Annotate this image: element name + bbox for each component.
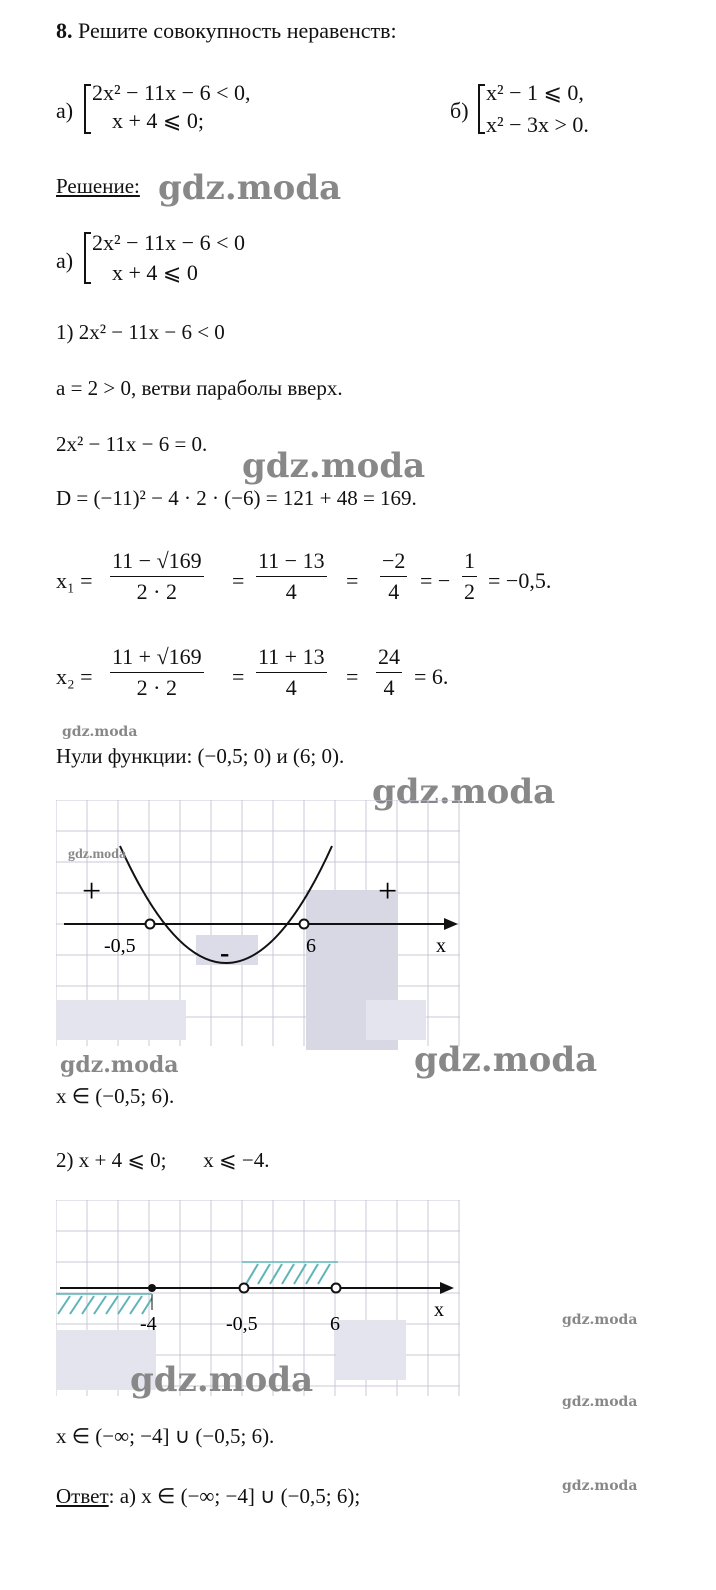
task-a-line1: 2x² − 11x − 6 < 0, [92,80,251,105]
tick-label: 6 [330,1313,340,1335]
interval-result-1: x ∈ (−0,5; 6). [56,1084,175,1108]
watermark-small: gdz.moda [68,847,126,862]
x2-fraction-2 [256,644,327,701]
tick-label-left: -0,5 [104,935,136,957]
axis-label-x: x [434,1299,444,1321]
tick-label: -4 [140,1313,157,1335]
problem-title: Решите совокупность неравенств: [78,18,397,43]
equals-minus: = − [420,568,451,593]
x1-fraction-2-denominator: 4 [285,579,297,604]
watermark: gdz.moda [372,772,556,812]
x2-fraction-1-denominator: 2 · 2 [136,675,177,700]
x2-fraction-2-denominator: 4 [285,675,297,700]
watermark: gdz.moda [130,1360,314,1400]
x2-fraction-1-numerator: 11 + √169 [110,644,204,673]
shaded-region [366,1000,426,1040]
equals-sign: = [232,664,245,689]
open-point [332,1284,341,1293]
watermark-small: gdz.moda [562,1312,638,1328]
branches-text: a = 2 > 0, ветви параболы вверх. [56,376,343,400]
axis-arrow [444,918,458,930]
x2-fraction-3-denominator: 4 [383,675,395,700]
x1-fraction-3-numerator: −2 [380,548,407,577]
task-a-label: а) [56,98,74,123]
x1-fraction-1 [110,548,204,605]
equals-sign: = [232,568,245,593]
x2-fraction-2-numerator: 11 + 13 [256,644,327,673]
zero-point-left [146,920,155,929]
x1-result: = −0,5. [488,568,552,593]
x2-result: = 6. [414,664,449,689]
problem-number: 8. [56,18,73,43]
task-b-line2: x² − 3x > 0. [486,112,589,137]
x1-fraction-4-numerator: 1 [462,548,477,577]
tick-label-right: 6 [306,935,316,957]
hatch-right [246,1264,330,1284]
minus-sign: - [220,938,230,969]
x1-fraction-1-numerator: 11 − √169 [110,548,204,577]
task-a-line2: x + 4 ⩽ 0; [112,108,204,133]
hatch-left [58,1296,152,1314]
step2-inequality: 2) x + 4 ⩽ 0; x ⩽ −4. [56,1148,270,1172]
x2-fraction-3-numerator: 24 [376,644,402,673]
open-point [240,1284,249,1293]
closed-point [148,1284,156,1292]
parabola-graph [56,800,466,1050]
x1-fraction-1-denominator: 2 · 2 [136,579,177,604]
watermark: gdz.moda [242,446,426,486]
task-b-label: б) [450,98,469,123]
shaded-region [56,1000,186,1040]
watermark: gdz.moda [60,1052,179,1078]
solution-a-line1: 2x² − 11x − 6 < 0 [92,230,246,255]
task-b-line1: x² − 1 ⩽ 0, [486,80,584,105]
watermark-small: gdz.moda [62,724,138,740]
watermark: gdz.moda [158,168,342,208]
quadratic-equation: 2x² − 11x − 6 = 0. [56,432,208,456]
step1-inequality: 1) 2x² − 11x − 6 < 0 [56,320,225,344]
answer-line [56,1484,360,1509]
solution-a-label: а) [56,248,74,273]
solution-heading: Решение: [56,174,140,198]
discriminant: D = (−11)² − 4 · 2 · (−6) = 121 + 48 = 169. [56,486,417,510]
equals-sign: = [346,664,359,689]
problem-heading [56,18,397,44]
shaded-region [336,1320,406,1380]
zeros-text: Нули функции: (−0,5; 0) и (6; 0). [56,744,345,768]
x1-fraction-2 [256,548,327,605]
answer-text: : а) x ∈ (−∞; −4] ∪ (−0,5; 6); [108,1484,361,1508]
solution-a-bracket [84,232,91,284]
plus-sign-left: + [82,873,102,910]
x1-fraction-4 [462,548,477,605]
x1-fraction-3-denominator: 4 [388,579,400,604]
equals-sign: = [346,568,359,593]
x1-fraction-4-denominator: 2 [464,579,475,604]
tick-label: -0,5 [226,1313,258,1335]
zero-point-right [300,920,309,929]
task-b-bracket [478,84,485,134]
solution-a-line2: x + 4 ⩽ 0 [112,260,198,285]
x1-label: x₁ = [56,568,93,593]
watermark-small: gdz.moda [562,1394,638,1410]
answer-label: Ответ [56,1484,109,1508]
x2-fraction-1 [110,644,204,701]
union-result: x ∈ (−∞; −4] ∪ (−0,5; 6). [56,1424,275,1448]
x2-fraction-3 [376,644,402,701]
x2-label: x₂ = [56,664,93,689]
x1-fraction-3 [380,548,407,605]
axis-label-x: x [436,935,446,957]
plus-sign-right: + [378,873,398,910]
watermark: gdz.moda [414,1040,598,1080]
x1-fraction-2-numerator: 11 − 13 [256,548,327,577]
axis-arrow [440,1282,454,1294]
watermark-small: gdz.moda [562,1478,638,1494]
task-a-bracket [84,84,91,134]
